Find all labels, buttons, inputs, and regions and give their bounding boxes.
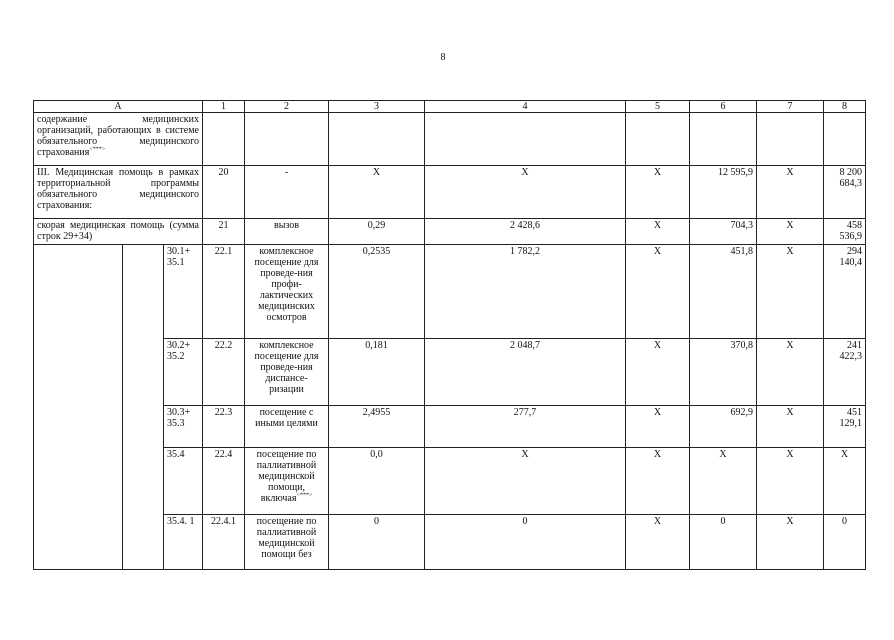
value-cell: 1 782,2 [425,245,626,339]
row-ref: 30.1+ 35.1 [164,245,203,339]
row-number: 21 [203,219,245,245]
value-cell: 0,181 [329,339,425,406]
financing-table [33,100,866,570]
unit-cell: посещение по паллиативной медицинской помощи без [245,515,329,570]
page-number: 8 [440,52,446,63]
value-cell: X [757,166,824,219]
value-cell: X [425,166,626,219]
unit-cell: посещение по паллиативной медицинской помощи, включая<***> [245,448,329,515]
value-cell: 451 129,1 [824,406,866,448]
header-cell-2: 2 [245,101,329,113]
value-cell: X [626,406,690,448]
value-cell: X [626,448,690,515]
footnote-marker: <***> [89,146,106,153]
value-cell: X [626,339,690,406]
group-label [34,245,123,570]
value-cell: 704,3 [690,219,757,245]
value-cell: 241 422,3 [824,339,866,406]
unit-cell: комплексное посещение для проведе-ния профи-лактических медицинских осмотров [245,245,329,339]
row-number: 22.3 [203,406,245,448]
value-cell: X [690,448,757,515]
row-ref: 30.3+ 35.3 [164,406,203,448]
header-cell-7: 7 [757,101,824,113]
value-cell: 370,8 [690,339,757,406]
value-cell: 277,7 [425,406,626,448]
value-cell: 0 [329,515,425,570]
table-row [34,245,866,339]
value-cell: X [757,339,824,406]
value-cell: X [757,219,824,245]
value-cell: X [757,406,824,448]
value-cell: 458 536,9 [824,219,866,245]
value-cell: 451,8 [690,245,757,339]
value-cell: X [626,219,690,245]
row-number: 22.2 [203,339,245,406]
value-cell: 294 140,4 [824,245,866,339]
value-cell: X [425,448,626,515]
row-ref: 35.4 [164,448,203,515]
value-cell: 0,0 [329,448,425,515]
row-number: 22.4 [203,448,245,515]
header-cell-1: 1 [203,101,245,113]
header-cell-a: А [34,101,203,113]
row-number: 22.1 [203,245,245,339]
row-number: 22.4.1 [203,515,245,570]
row-number: 20 [203,166,245,219]
value-cell: 0,2535 [329,245,425,339]
row-label: скорая медицинская помощь (сумма строк 29+34) [34,219,203,245]
value-cell: X [626,515,690,570]
value-cell: X [757,245,824,339]
group-sum-label [123,245,164,570]
value-cell: X [824,448,866,515]
value-cell: 0,29 [329,219,425,245]
row-label: содержание медицинских организаций, работающих в системе обязательного медицинского страхования<***> [34,113,203,166]
value-cell: 0 [425,515,626,570]
value-cell: 2 048,7 [425,339,626,406]
table-row [34,219,866,245]
unit-cell: комплексное посещение для проведе-ния диспансе-ризации [245,339,329,406]
value-cell: 2,4955 [329,406,425,448]
value-cell: 0 [824,515,866,570]
header-cell-3: 3 [329,101,425,113]
value-cell: 692,9 [690,406,757,448]
row-label: III. Медицинская помощь в рамках территориальной программы обязательного медицинского страхования: [34,166,203,219]
value-cell: X [757,515,824,570]
header-row [34,101,866,113]
header-cell-4: 4 [425,101,626,113]
row-ref: 30.2+ 35.2 [164,339,203,406]
value-cell: X [329,166,425,219]
header-cell-5: 5 [626,101,690,113]
value-cell: X [626,166,690,219]
value-cell: 8 200 684,3 [824,166,866,219]
header-cell-6: 6 [690,101,757,113]
unit-cell: - [245,166,329,219]
value-cell: X [757,448,824,515]
footnote-marker: <***> [296,492,313,499]
unit-cell: посещение с иными целями [245,406,329,448]
row-ref: 35.4. 1 [164,515,203,570]
value-cell: 12 595,9 [690,166,757,219]
table-row [34,166,866,219]
unit-cell: вызов [245,219,329,245]
table-row [34,113,866,166]
value-cell: 2 428,6 [425,219,626,245]
header-cell-8: 8 [824,101,866,113]
value-cell: X [626,245,690,339]
value-cell: 0 [690,515,757,570]
